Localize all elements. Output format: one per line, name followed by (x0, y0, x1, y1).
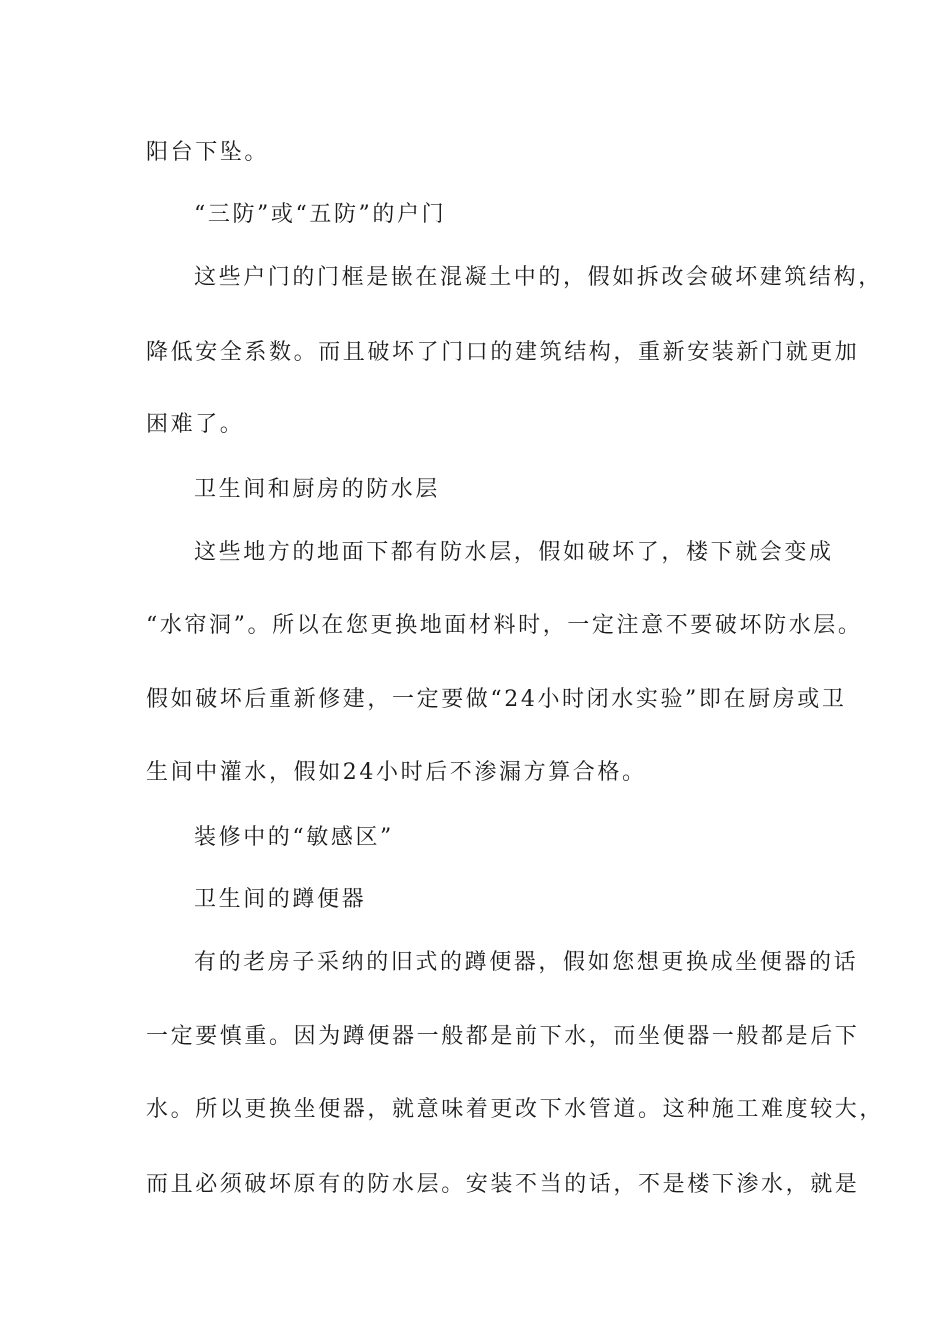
section-heading-sensitive-area: 装修中的“敏感区” (194, 825, 394, 850)
paragraph-line: 一定要慎重。因为蹲便器一般都是前下水，而坐便器一般都是后下 (146, 1024, 860, 1049)
section-heading-security-door: “三防”或“五防”的户门 (194, 202, 447, 227)
paragraph-line: 水。所以更换坐便器，就意味着更改下水管道。这种施工难度较大， (146, 1097, 885, 1122)
paragraph-line: 有的老房子采纳的旧式的蹲便器，假如您想更换成坐便器的话 (194, 950, 859, 975)
paragraph-line: 这些地方的地面下都有防水层，假如破坏了，楼下就会变成 (194, 540, 834, 565)
section-heading-squat-toilet: 卫生间的蹲便器 (194, 887, 367, 912)
paragraph-line: 生间中灌水，假如24小时后不渗漏方算合格。 (146, 760, 647, 785)
paragraph-line: 假如破坏后重新修建，一定要做“24小时闭水实验”即在厨房或卫 (146, 687, 847, 712)
paragraph-line: 降低安全系数。而且破坏了门口的建筑结构，重新安装新门就更加 (146, 340, 860, 365)
paragraph-line: 困难了。 (146, 412, 245, 437)
paragraph-continuation: 阳台下坠。 (146, 140, 270, 165)
paragraph-line: 而且必须破坏原有的防水层。安装不当的话，不是楼下渗水，就是 (146, 1172, 860, 1197)
paragraph-line: 这些户门的门框是嵌在混凝土中的，假如拆改会破坏建筑结构， (194, 265, 883, 290)
paragraph-line: “水帘洞”。所以在您更换地面材料时，一定注意不要破坏防水层。 (146, 613, 863, 638)
section-heading-waterproof-layer: 卫生间和厨房的防水层 (194, 477, 441, 502)
